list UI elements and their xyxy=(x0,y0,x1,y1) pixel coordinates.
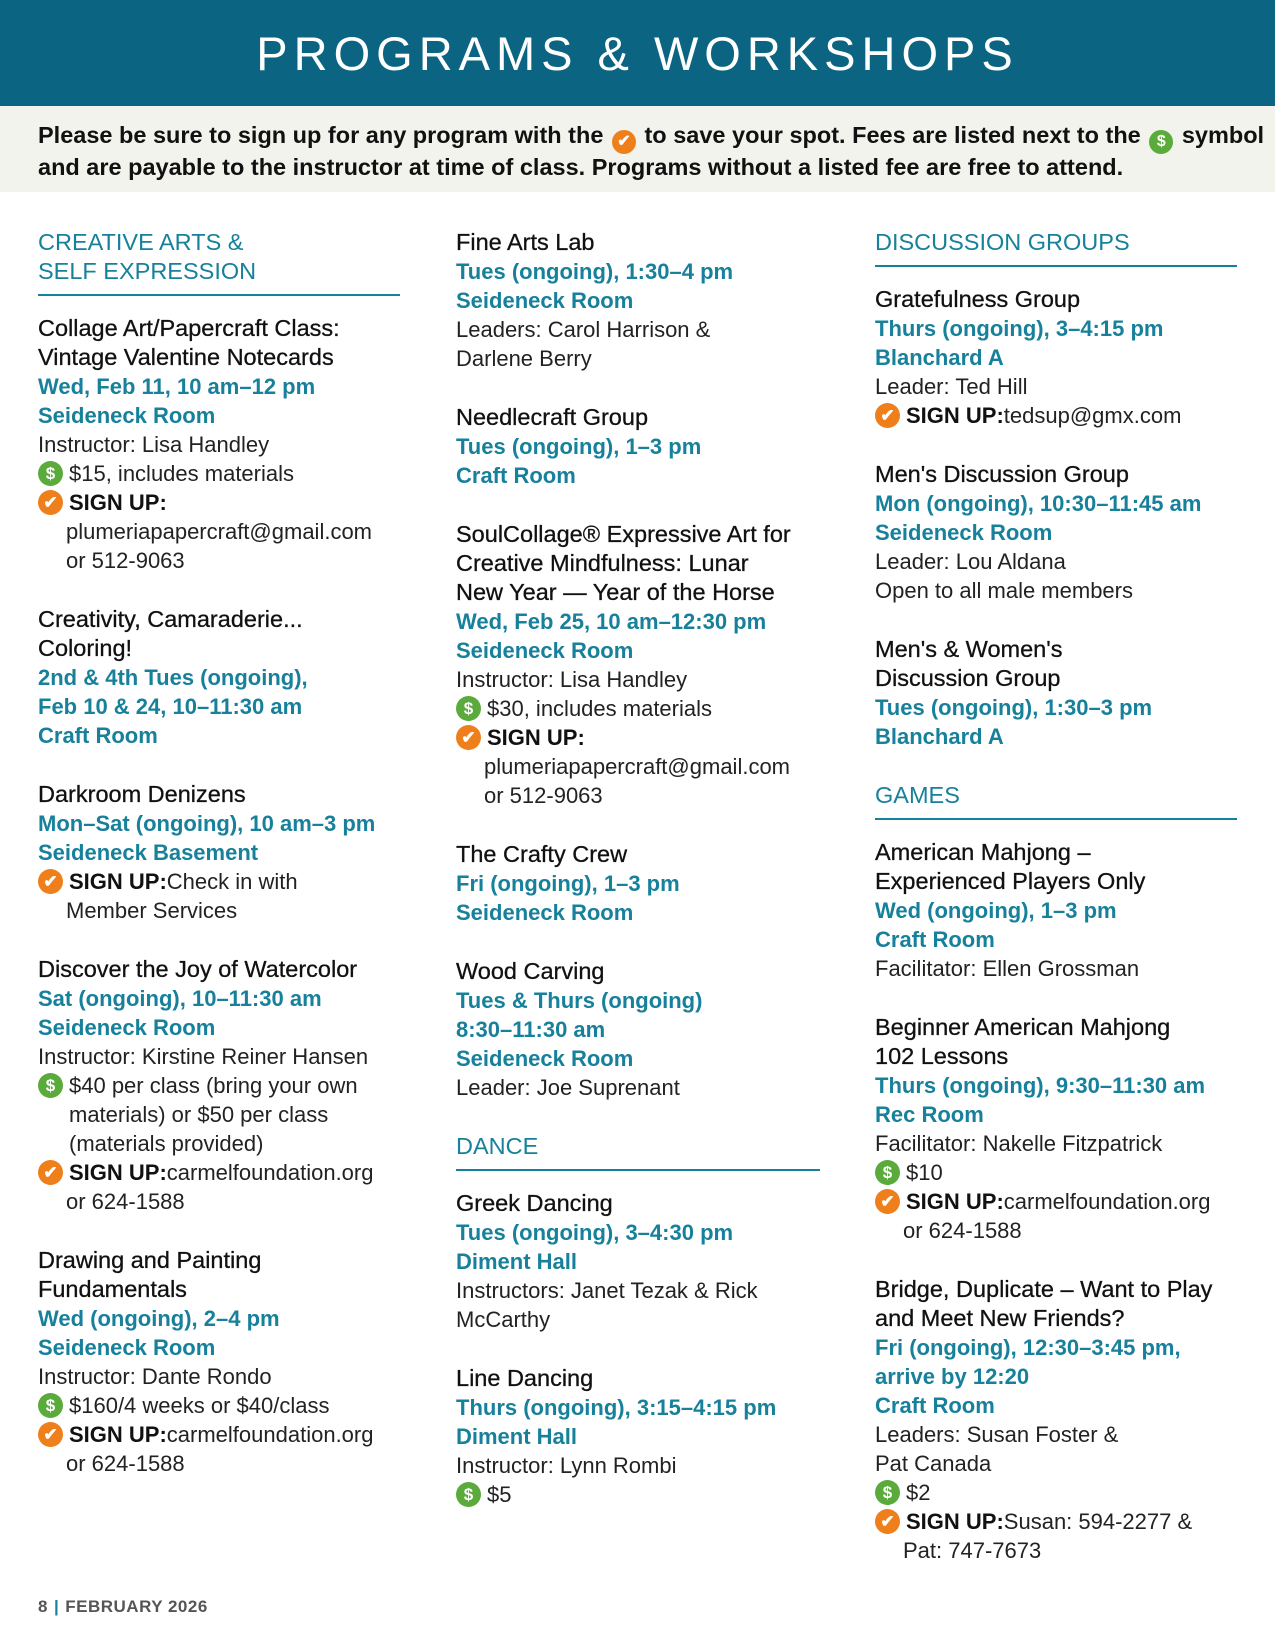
program-schedule: Wed (ongoing), 2–4 pm xyxy=(38,1306,280,1331)
signup-line xyxy=(875,1507,1237,1536)
program-details: Instructor: Lisa Handley xyxy=(456,667,688,692)
program-listing xyxy=(875,635,1237,751)
signup-contact-more[interactable]: or 624-1588 xyxy=(66,1451,185,1476)
program-location: Craft Room xyxy=(38,723,158,748)
program-listing xyxy=(456,228,820,373)
program-listing xyxy=(38,1246,400,1478)
program-title: Beginner American Mahjong 102 Lessons xyxy=(875,1014,1171,1069)
program-schedule: Wed, Feb 11, 10 am–12 pm xyxy=(38,374,316,399)
signup-contact[interactable]: carmelfoundation.org xyxy=(1003,1189,1211,1214)
fee-line xyxy=(456,1480,820,1509)
program-listing xyxy=(875,460,1237,605)
program-details: Facilitator: Ellen Grossman xyxy=(875,956,1140,981)
signup-contact-more[interactable]: plumeriapapercraft@gmail.com or 512-9063 xyxy=(66,519,373,573)
program-listing xyxy=(456,1364,820,1509)
signup-label: SIGN UP: xyxy=(487,725,585,750)
program-location: Blanchard A xyxy=(875,345,1004,370)
program-listing xyxy=(875,1013,1237,1245)
program-title: Drawing and Painting Fundamentals xyxy=(38,1247,262,1302)
program-title: Men's & Women's Discussion Group xyxy=(875,636,1063,691)
program-details: Instructor: Lynn Rombi xyxy=(456,1453,677,1478)
page-number: 8 xyxy=(38,1597,48,1616)
column-discussion-games xyxy=(875,228,1237,1595)
program-title: Line Dancing xyxy=(456,1365,594,1391)
program-schedule: Mon–Sat (ongoing), 10 am–3 pm xyxy=(38,811,376,836)
dollar-icon: $ xyxy=(38,1393,63,1418)
signup-line xyxy=(875,1187,1237,1216)
program-title: Collage Art/Papercraft Class: Vintage Valentine Notecards xyxy=(38,315,340,370)
signup-text xyxy=(487,723,585,752)
intro-text: Please be sure to sign up for any program with the xyxy=(38,122,604,148)
program-title: Gratefulness Group xyxy=(875,286,1081,312)
program-title: Discover the Joy of Watercolor xyxy=(38,956,358,982)
program-listing xyxy=(875,1275,1237,1565)
program-title: Wood Carving xyxy=(456,958,605,984)
signup-contact-more[interactable]: or 624-1588 xyxy=(66,1189,185,1214)
signup-line xyxy=(38,1420,400,1449)
checkmark-icon: ✔ xyxy=(875,1189,900,1214)
program-location: Diment Hall xyxy=(456,1424,578,1449)
program-schedule: Tues (ongoing), 3–4:30 pm xyxy=(456,1220,734,1245)
program-location: Craft Room xyxy=(875,1393,995,1418)
program-location: Seideneck Room xyxy=(38,403,216,428)
program-listing xyxy=(875,838,1237,983)
program-schedule: Tues (ongoing), 1:30–3 pm xyxy=(875,695,1153,720)
signup-contact[interactable]: Susan: 594-2277 & xyxy=(1003,1509,1193,1534)
signup-contact[interactable]: carmelfoundation.org xyxy=(166,1422,374,1447)
program-location: Blanchard A xyxy=(875,724,1004,749)
section-heading: DANCE xyxy=(456,1132,820,1171)
program-location: Diment Hall xyxy=(456,1249,578,1274)
signup-contact-more[interactable]: or 624-1588 xyxy=(903,1218,1022,1243)
program-details: Instructors: Janet Tezak & Rick McCarthy xyxy=(456,1278,758,1332)
program-schedule: Thurs (ongoing), 9:30–11:30 am xyxy=(875,1073,1206,1098)
signup-contact[interactable]: carmelfoundation.org xyxy=(166,1160,374,1185)
intro-line-1 xyxy=(38,122,1265,154)
program-location: Seideneck Room xyxy=(456,638,634,663)
program-listing xyxy=(38,780,400,925)
fee-line xyxy=(38,459,400,488)
page-footer xyxy=(38,1597,208,1617)
signup-line xyxy=(456,723,820,752)
program-schedule: Mon (ongoing), 10:30–11:45 am xyxy=(875,491,1202,516)
program-details: Leaders: Carol Harrison & Darlene Berry xyxy=(456,317,711,371)
fee-text: $15, includes materials xyxy=(69,461,295,486)
program-location: Rec Room xyxy=(875,1102,984,1127)
section-heading: DISCUSSION GROUPS xyxy=(875,228,1237,267)
program-listing xyxy=(456,1189,820,1334)
program-location: Seideneck Room xyxy=(38,1335,216,1360)
section-heading: GAMES xyxy=(875,781,1237,820)
signup-contact-more[interactable]: Pat: 747-7673 xyxy=(903,1538,1042,1563)
program-listing xyxy=(456,957,820,1102)
program-schedule: Thurs (ongoing), 3–4:15 pm xyxy=(875,316,1164,341)
signup-contact[interactable]: tedsup@gmx.com xyxy=(1003,403,1182,428)
program-title: Men's Discussion Group xyxy=(875,461,1129,487)
intro-text: to save your spot. Fees are listed next to the xyxy=(644,122,1141,148)
program-details: Instructor: Kirstine Reiner Hansen xyxy=(38,1044,369,1069)
signup-label: SIGN UP: xyxy=(906,1189,1004,1214)
program-title: Bridge, Duplicate – Want to Play and Meet New Friends? xyxy=(875,1276,1213,1331)
program-details: Instructor: Lisa Handley xyxy=(38,432,270,457)
signup-text xyxy=(69,1158,373,1187)
program-details: Leader: Joe Suprenant xyxy=(456,1075,680,1100)
program-title: Needlecraft Group xyxy=(456,404,649,430)
program-title: Greek Dancing xyxy=(456,1190,613,1216)
program-details: Leaders: Susan Foster & Pat Canada xyxy=(875,1422,1119,1476)
program-details: Leader: Lou Aldana Open to all male members xyxy=(875,549,1133,603)
signup-label: SIGN UP: xyxy=(906,1509,1004,1534)
program-listing xyxy=(456,840,820,927)
dollar-icon: $ xyxy=(456,1482,481,1507)
signup-text xyxy=(906,1507,1192,1536)
program-title: American Mahjong – Experienced Players Only xyxy=(875,839,1146,894)
checkmark-icon: ✔ xyxy=(875,1509,900,1534)
program-schedule: 2nd & 4th Tues (ongoing), Feb 10 & 24, 10–11:30 am xyxy=(38,665,308,719)
intro-text: symbol xyxy=(1181,122,1265,148)
checkmark-icon: ✔ xyxy=(875,403,900,428)
checkmark-icon: ✔ xyxy=(38,490,63,515)
program-schedule: Tues (ongoing), 1:30–4 pm xyxy=(456,259,734,284)
signup-text xyxy=(69,1420,373,1449)
program-schedule: Thurs (ongoing), 3:15–4:15 pm xyxy=(456,1395,777,1420)
program-location: Craft Room xyxy=(875,927,995,952)
program-listing xyxy=(38,605,400,750)
signup-contact[interactable]: Check in with xyxy=(166,869,298,894)
fee-text: $5 xyxy=(487,1482,512,1507)
column-creative-arts xyxy=(38,228,400,1508)
program-location: Seideneck Room xyxy=(456,900,634,925)
dollar-icon: $ xyxy=(38,461,63,486)
signup-label: SIGN UP: xyxy=(69,1160,167,1185)
program-schedule: Fri (ongoing), 1–3 pm xyxy=(456,871,680,896)
signup-line xyxy=(38,867,400,896)
fee-text: $40 per class (bring your own materials) or $50 per class (materials provided) xyxy=(69,1073,358,1156)
dollar-icon: $ xyxy=(875,1480,900,1505)
dollar-icon: $ xyxy=(1149,130,1173,154)
program-schedule: Tues & Thurs (ongoing) 8:30–11:30 am xyxy=(456,988,703,1042)
program-details: Instructor: Dante Rondo xyxy=(38,1364,272,1389)
program-listing xyxy=(38,314,400,575)
dollar-icon: $ xyxy=(875,1160,900,1185)
fee-text: $2 xyxy=(906,1480,931,1505)
program-listing xyxy=(456,520,820,810)
program-listing xyxy=(38,955,400,1216)
program-schedule: Wed, Feb 25, 10 am–12:30 pm xyxy=(456,609,767,634)
section-heading: CREATIVE ARTS & SELF EXPRESSION xyxy=(38,228,400,296)
program-schedule: Fri (ongoing), 12:30–3:45 pm, arrive by 12:20 xyxy=(875,1335,1181,1389)
program-title: Fine Arts Lab xyxy=(456,229,595,255)
footer-divider: | xyxy=(53,1597,60,1616)
issue-date: FEBRUARY 2026 xyxy=(65,1597,208,1616)
signup-label: SIGN UP: xyxy=(906,403,1004,428)
program-location: Seideneck Basement xyxy=(38,840,259,865)
checkmark-icon: ✔ xyxy=(38,1160,63,1185)
fee-line xyxy=(456,694,820,723)
signup-contact-more[interactable]: plumeriapapercraft@gmail.com or 512-9063 xyxy=(484,754,791,808)
program-location: Seideneck Room xyxy=(38,1015,216,1040)
program-title: Creativity, Camaraderie... Coloring! xyxy=(38,606,303,661)
program-schedule: Sat (ongoing), 10–11:30 am xyxy=(38,986,322,1011)
program-location: Seideneck Room xyxy=(875,520,1053,545)
signup-text xyxy=(69,867,298,896)
dollar-icon: $ xyxy=(456,696,481,721)
header-banner xyxy=(0,0,1275,106)
signup-label: SIGN UP: xyxy=(69,490,167,515)
program-location: Craft Room xyxy=(456,463,576,488)
checkmark-icon: ✔ xyxy=(38,869,63,894)
fee-line xyxy=(875,1478,1237,1507)
signup-line xyxy=(38,488,400,517)
fee-text: $10 xyxy=(906,1160,943,1185)
fee-line xyxy=(875,1158,1237,1187)
program-title: The Crafty Crew xyxy=(456,841,628,867)
fee-text: $30, includes materials xyxy=(487,696,713,721)
signup-text xyxy=(69,488,167,517)
signup-line xyxy=(875,401,1237,430)
checkmark-icon: ✔ xyxy=(612,130,636,154)
program-title: SoulCollage® Expressive Art for Creative Mindfulness: Lunar New Year — Year of the Horse xyxy=(456,521,791,605)
signup-contact-more[interactable]: Member Services xyxy=(66,898,238,923)
signup-text xyxy=(906,1187,1210,1216)
intro-line-2: and are payable to the instructor at time of class. Programs without a listed fee are free to attend. xyxy=(38,153,1124,180)
fee-text: $160/4 weeks or $40/class xyxy=(69,1393,330,1418)
program-listing xyxy=(456,403,820,490)
column-arts-dance xyxy=(456,228,820,1539)
program-details: Leader: Ted Hill xyxy=(875,374,1028,399)
signup-label: SIGN UP: xyxy=(69,1422,167,1447)
intro-note xyxy=(0,106,1275,192)
program-title: Darkroom Denizens xyxy=(38,781,246,807)
signup-line xyxy=(38,1158,400,1187)
program-location: Seideneck Room xyxy=(456,1046,634,1071)
program-location: Seideneck Room xyxy=(456,288,634,313)
dollar-icon: $ xyxy=(38,1073,63,1098)
fee-line xyxy=(38,1071,400,1158)
checkmark-icon: ✔ xyxy=(38,1422,63,1447)
page-title: PROGRAMS & WORKSHOPS xyxy=(256,26,1019,80)
signup-text xyxy=(906,401,1181,430)
program-schedule: Tues (ongoing), 1–3 pm xyxy=(456,434,702,459)
signup-label: SIGN UP: xyxy=(69,869,167,894)
checkmark-icon: ✔ xyxy=(456,725,481,750)
program-schedule: Wed (ongoing), 1–3 pm xyxy=(875,898,1117,923)
program-listing xyxy=(875,285,1237,430)
program-details: Facilitator: Nakelle Fitzpatrick xyxy=(875,1131,1163,1156)
fee-line xyxy=(38,1391,400,1420)
